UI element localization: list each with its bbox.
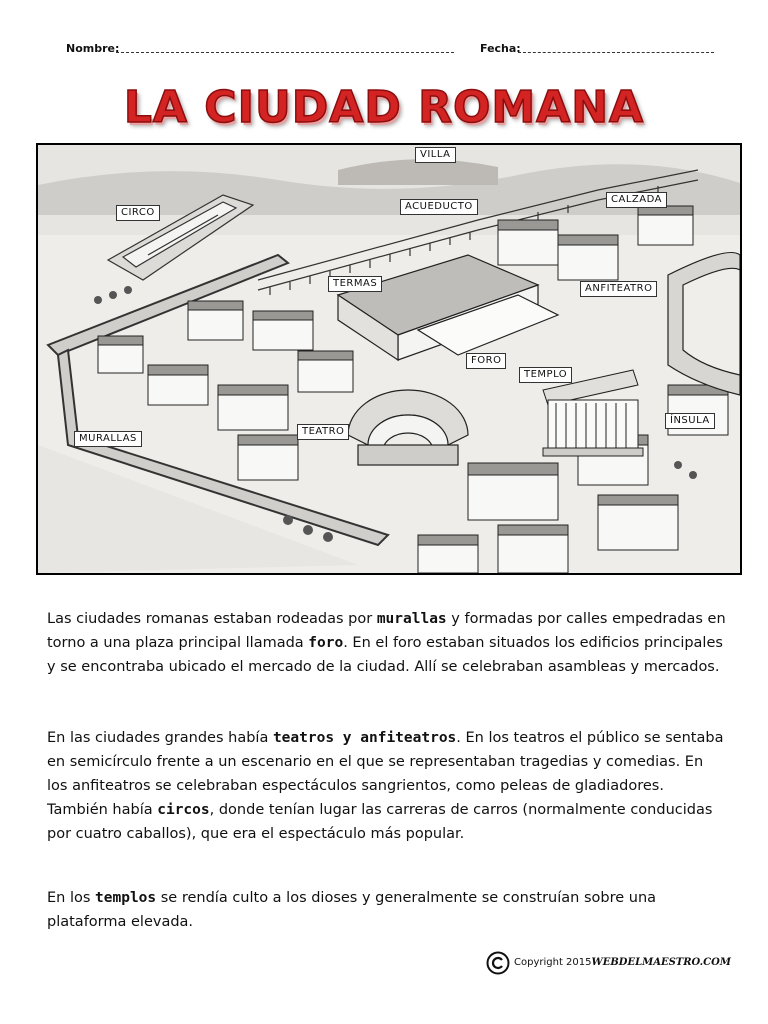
roman-city-illustration	[36, 143, 742, 575]
keyword-teatros: teatros y anfiteatros	[272, 730, 457, 746]
paragraph-theatres: En las ciudades grandes había teatros y anfiteatros. En los teatros el público se sentaba en semicírculo frente a un escenario en el que se representaban tragedias y comedias. En los anfiteatros se celebraban espectáculos sangrientos, como peleas de gladiadores. También había circos, donde tenían lugar las carreras de carros (normalmente conducidas por cuatro caballos), que era el espectáculo más popular.	[47, 730, 724, 842]
keyword-circos: circos	[157, 802, 210, 818]
label-teatro: TEATRO	[297, 424, 349, 440]
copyright-text: Copyright 2015WEBDELMAESTRO.COM	[514, 957, 731, 968]
name-label: Nombre:	[66, 42, 120, 55]
keyword-templos: templos	[95, 890, 157, 906]
copyright-icon	[486, 951, 510, 975]
label-foro: FORO	[466, 353, 506, 369]
keyword-foro: foro	[308, 635, 344, 651]
label-anfiteatro: ANFITEATRO	[580, 281, 657, 297]
name-field-line[interactable]	[116, 52, 454, 53]
keyword-murallas: murallas	[376, 611, 447, 627]
page-title: LA CIUDAD ROMANA	[123, 82, 645, 133]
label-murallas: MURALLAS	[74, 431, 142, 447]
label-acueducto: ACUEDUCTO	[400, 199, 478, 215]
paragraph-cities: Las ciudades romanas estaban rodeadas por murallas y formadas por calles empedradas en torno a una plaza principal llamada foro. En el foro estaban situados los edificios principales y se encontraba ubicado el mercado de la ciudad. Allí se celebraban asambleas y mercados.	[47, 611, 726, 675]
label-circo: CIRCO	[116, 205, 160, 221]
worksheet-header	[0, 40, 768, 60]
label-calzada: CALZADA	[606, 192, 667, 208]
copyright-brand[interactable]: WEBDELMAESTRO.COM	[591, 957, 731, 968]
date-field-line[interactable]	[518, 52, 714, 53]
label-insula: ÍNSULA	[665, 413, 715, 429]
paragraph-temples: En los templos se rendía culto a los dioses y generalmente se construían sobre una plataforma elevada.	[47, 890, 657, 930]
label-termas: TERMAS	[328, 276, 382, 292]
label-villa: VILLA	[415, 147, 456, 163]
label-templo: TEMPLO	[519, 367, 572, 383]
date-label: Fecha:	[480, 42, 521, 55]
